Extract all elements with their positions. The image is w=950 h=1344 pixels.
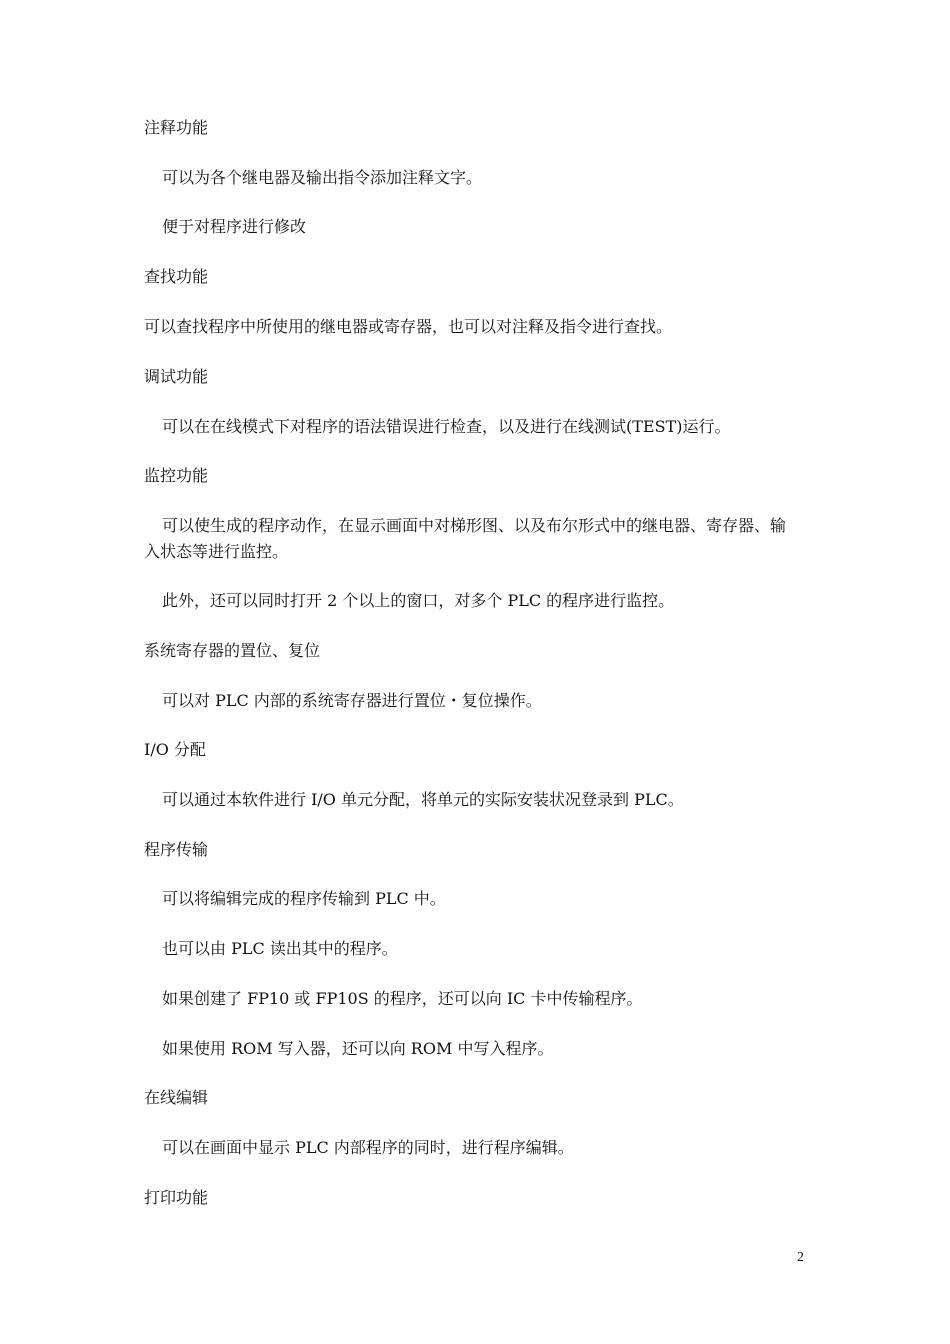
section-heading-io: I/O 分配 (144, 740, 206, 759)
paragraph-debug-1: 可以在在线模式下对程序的语法错误进行检查，以及进行在线测试(TEST)运行。 (162, 417, 731, 436)
paragraph-annotation-2: 便于对程序进行修改 (162, 217, 307, 236)
paragraph-transfer-2: 也可以由 PLC 读出其中的程序。 (162, 939, 398, 958)
paragraph-io-1: 可以通过本软件进行 I/O 单元分配，将单元的实际安装状况登录到 PLC。 (162, 790, 684, 809)
section-heading-search: 查找功能 (144, 267, 209, 286)
paragraph-monitor-2: 此外，还可以同时打开 2 个以上的窗口，对多个 PLC 的程序进行监控。 (162, 591, 675, 610)
section-heading-system-register: 系统寄存器的置位、复位 (144, 641, 321, 660)
paragraph-transfer-4: 如果使用 ROM 写入器，还可以向 ROM 中写入程序。 (162, 1039, 554, 1058)
paragraph-monitor-1-line-2: 入状态等进行监控。 (144, 542, 289, 561)
section-heading-annotation: 注释功能 (144, 118, 209, 137)
section-heading-transfer: 程序传输 (144, 840, 209, 859)
section-heading-monitor: 监控功能 (144, 466, 209, 485)
paragraph-search-1: 可以查找程序中所使用的继电器或寄存器，也可以对注释及指令进行查找。 (144, 317, 673, 336)
paragraph-annotation-1: 可以为各个继电器及输出指令添加注释文字。 (162, 168, 483, 187)
section-heading-print: 打印功能 (144, 1188, 209, 1207)
paragraph-monitor-1-line-1: 可以使生成的程序动作，在显示画面中对梯形图、以及布尔形式中的继电器、寄存器、输 (162, 516, 787, 535)
section-heading-online-edit: 在线编辑 (144, 1088, 209, 1107)
paragraph-online-edit-1: 可以在画面中显示 PLC 内部程序的同时，进行程序编辑。 (162, 1138, 574, 1157)
paragraph-transfer-3: 如果创建了 FP10 或 FP10S 的程序，还可以向 IC 卡中传输程序。 (162, 989, 643, 1008)
page-number: 2 (797, 1250, 804, 1265)
paragraph-system-register-1: 可以对 PLC 内部的系统寄存器进行置位・复位操作。 (162, 691, 542, 710)
section-heading-debug: 调试功能 (144, 367, 209, 386)
paragraph-transfer-1: 可以将编辑完成的程序传输到 PLC 中。 (162, 889, 446, 908)
